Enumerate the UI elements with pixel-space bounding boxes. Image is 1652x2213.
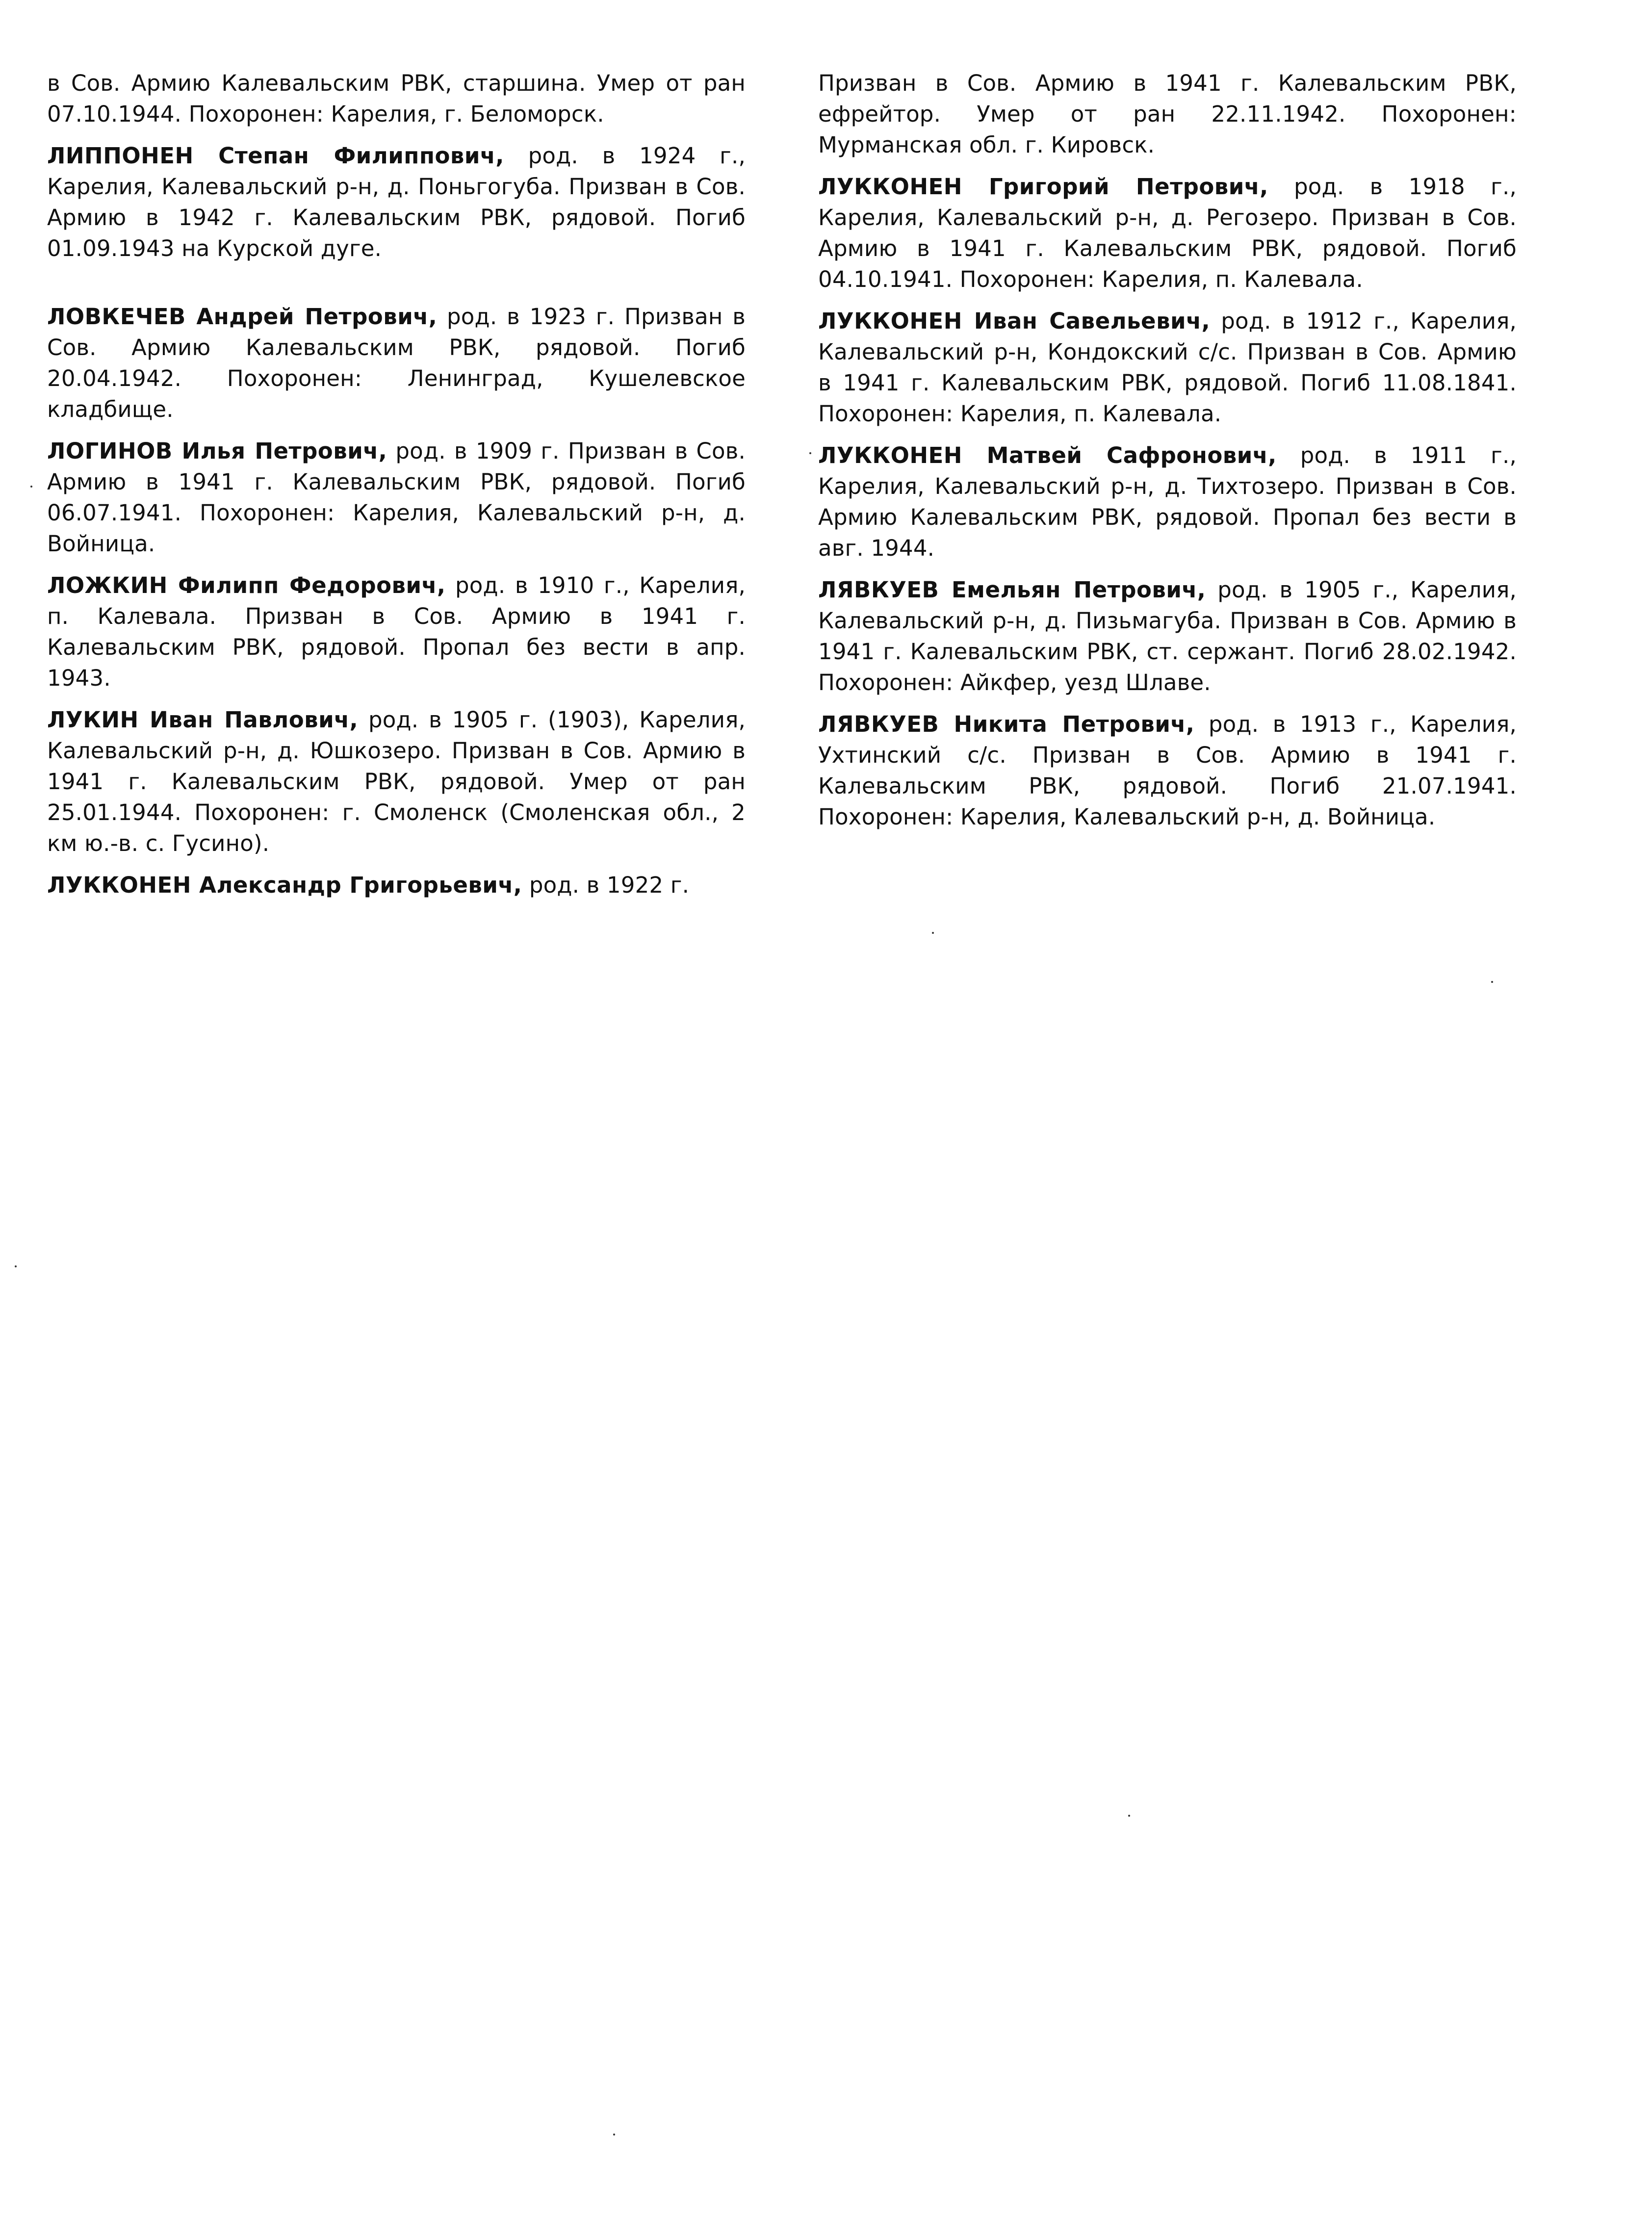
entry-name: ЛУККОНЕН Александр Григорьевич, — [47, 872, 522, 898]
scan-speck — [30, 486, 32, 488]
entry-text: род. в 1913 г., Карелия, Ухтинский с/с. Призван в Сов. Армию в 1941 г. Калевальским РВК, рядовой. Погиб 21.07.1941. Похоронен: Карелия, Калевальский р-н, д. Войница. — [818, 711, 1517, 830]
entry-text: в Сов. Армию Калевальским РВК, старшина. Умер от ран 07.10.1944. Похоронен: Карелия, г. Беломорск. — [47, 70, 746, 127]
memorial-entry — [818, 574, 1517, 698]
entry-text: род. в 1910 г., Карелия, п. Калевала. Призван в Сов. Армию в 1941 г. Калевальским РВК, рядовой. Пропал без вести в апр. 1943. — [47, 572, 746, 691]
memorial-entry — [47, 870, 746, 901]
scan-speck — [1491, 981, 1493, 983]
entry-name: ЛОВКЕЧЕВ Андрей Петрович, — [47, 304, 438, 330]
memorial-entry — [47, 301, 746, 425]
memorial-entry — [818, 709, 1517, 832]
entry-name: ЛЯВКУЕВ Никита Петрович, — [818, 711, 1195, 737]
memorial-entry — [47, 704, 746, 859]
scan-speck — [932, 932, 934, 934]
memorial-entry — [818, 306, 1517, 429]
entry-text: род. в 1922 г. — [522, 872, 690, 898]
entry-name: ЛУККОНЕН Матвей Сафронович, — [818, 442, 1277, 468]
entry-text: род. в 1923 г. Призван в Сов. Армию Калевальским РВК, рядовой. Погиб 20.04.1942. Похоронен: Ленинград, Кушелевское кладбище. — [47, 304, 746, 422]
entry-name: ЛУККОНЕН Григорий Петрович, — [818, 174, 1268, 200]
memorial-entry — [47, 68, 746, 129]
memorial-entry — [47, 570, 746, 694]
entry-text: род. в 1911 г., Карелия, Калевальский р-н, д. Тихтозеро. Призван в Сов. Армию Калевальским РВК, рядовой. Пропал без вести в авг. 1944. — [818, 442, 1517, 561]
entry-text: род. в 1909 г. Призван в Сов. Армию в 1941 г. Калевальским РВК, рядовой. Погиб 06.07.1941. Похоронен: Карелия, Калевальский р-н, д. Войница. — [47, 438, 746, 557]
memorial-entry — [47, 436, 746, 559]
entry-text: род. в 1918 г., Карелия, Калевальский р-н, д. Регозеро. Призван в Сов. Армию в 1941 г. Калевальским РВК, рядовой. Погиб 04.10.1941. Похоронен: Карелия, п. Калевала. — [818, 174, 1517, 292]
entry-text: род. в 1905 г. (1903), Карелия, Калевальский р-н, д. Юшкозеро. Призван в Сов. Армию в 1941 г. Калевальским РВК, рядовой. Умер от ран 25.01.1944. Похоронен: г. Смоленск (Смоленская обл., 2 км ю.-в. с. Гусино). — [47, 707, 746, 856]
entry-name: ЛУККОНЕН Иван Савельевич, — [818, 308, 1211, 334]
right-column — [818, 68, 1517, 843]
entry-text: род. в 1912 г., Карелия, Калевальский р-н, Кондокский с/с. Призван в Сов. Армию в 1941 г. Калевальским РВК, рядовой. Погиб 11.08.1841. Похоронен: Карелия, п. Калевала. — [818, 308, 1517, 427]
memorial-entry — [818, 440, 1517, 564]
entry-name: ЛОЖКИН Филипп Федорович, — [47, 572, 446, 598]
entry-text: род. в 1905 г., Карелия, Калевальский р-н, д. Пизьмагуба. Призван в Сов. Армию в 1941 г. Калевальским РВК, ст. сержант. Погиб 28.02.1942. Похоронен: Айкфер, уезд Шлаве. — [818, 577, 1517, 695]
entry-name: ЛИППОНЕН Степан Филиппович, — [47, 143, 504, 169]
memorial-entry — [818, 68, 1517, 160]
memorial-entry — [47, 140, 746, 264]
memorial-entry — [818, 171, 1517, 295]
scan-speck — [613, 2134, 615, 2136]
scan-speck — [1128, 1815, 1130, 1817]
scan-speck — [809, 452, 811, 454]
entry-name: ЛОГИНОВ Илья Петрович, — [47, 438, 387, 464]
entry-name: ЛУКИН Иван Павлович, — [47, 707, 359, 733]
scan-speck — [15, 1265, 17, 1267]
entry-text: Призван в Сов. Армию в 1941 г. Калевальским РВК, ефрейтор. Умер от ран 22.11.1942. Похоронен: Мурманская обл. г. Кировск. — [818, 70, 1517, 158]
entry-name: ЛЯВКУЕВ Емельян Петрович, — [818, 577, 1206, 603]
left-column — [47, 68, 746, 911]
entry-text: род. в 1924 г., Карелия, Калевальский р-н, д. Поньгогуба. Призван в Сов. Армию в 1942 г. Калевальским РВК, рядовой. Погиб 01.09.1943 на Курской дуге. — [47, 143, 746, 261]
